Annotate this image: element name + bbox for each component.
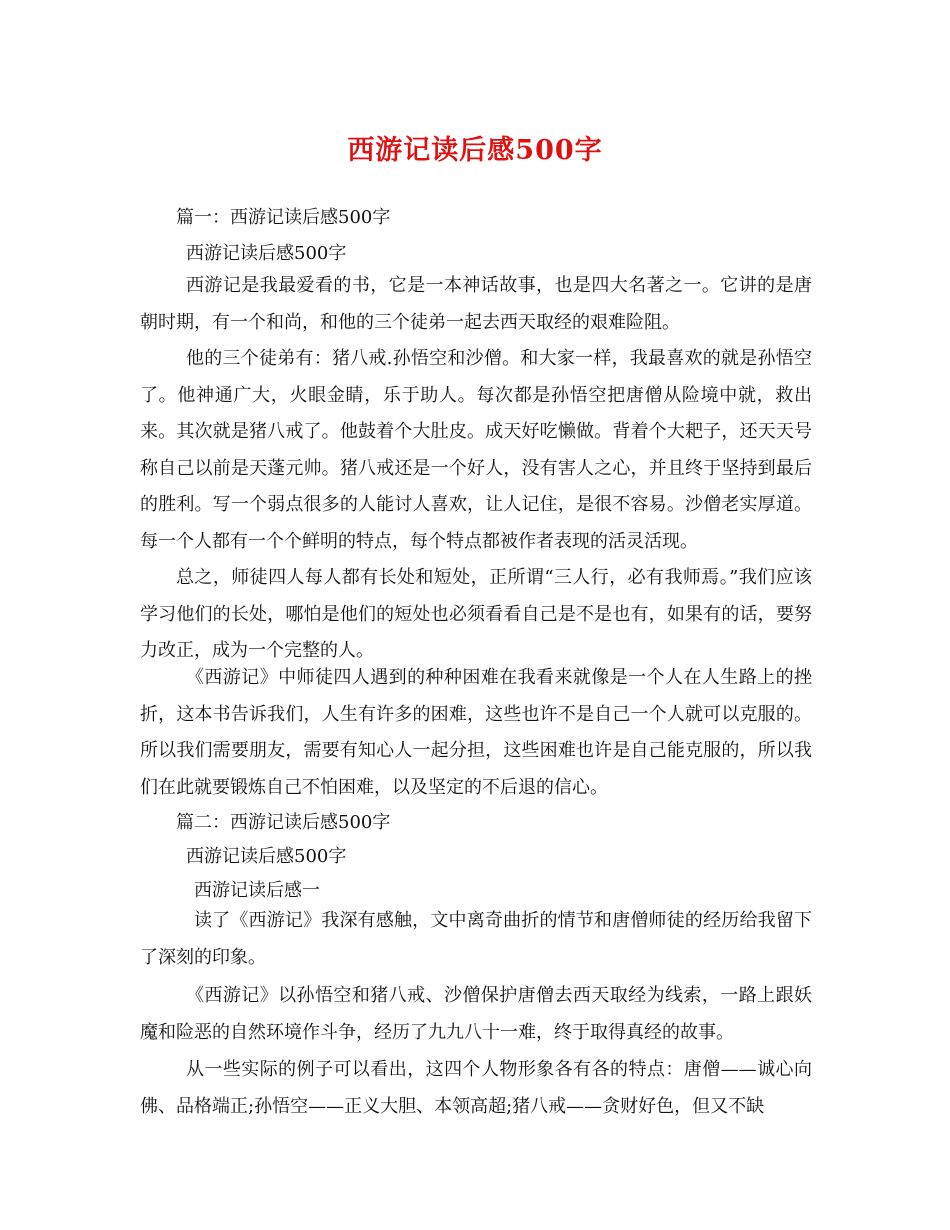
paragraph-5: 读了《西游记》我深有感触，文中离奇曲折的情节和唐僧师徒的经历给我留下了深刻的印象。 [140, 910, 812, 968]
paragraph-3: 总之，师徒四人每人都有长处和短处，正所谓“三人行，必有我师焉。”我们应该学习他们的长处，哪怕是他们的短处也必须看看自己是不是也有，如果有的话，要努力改正，成为一个完整的人。 [140, 567, 812, 661]
section-two-subheading-2: 西游记读后感一 [194, 880, 320, 901]
paragraph-4: 《西游记》中师徒四人遇到的种种困难在我看来就像是一个人在人生路上的挫折，这本书告诉我们，人生有许多的困难，这些也许不是自己一个人就可以克服的。所以我们需要朋友，需要有知心人一起分担，这些困难也许是自己能克服的，所以我们在此就要锻炼自己不怕困难，以及坚定的不后退的信心。 [140, 667, 812, 798]
paragraph-6: 《西游记》以孙悟空和猪八戒、沙僧保护唐僧去西天取经为线索，一路上跟妖魔和险恶的自然环境作斗争，经历了九九八十一难，终于取得真经的故事。 [140, 985, 812, 1043]
section-two-heading: 篇二：西游记读后感500字 [176, 812, 391, 833]
paragraph-2: 他的三个徒弟有：猪八戒.孙悟空和沙僧。和大家一样，我最喜欢的就是孙悟空了。他神通广大，火眼金睛，乐于助人。每次都是孙悟空把唐僧从险境中就，救出来。其次就是猪八戒了。他鼓着个大肚皮。成天好吃懒做。背着个大耙子，还天天号称自己以前是天蓬元帅。猪八戒还是一个好人，没有害人之心，并且终于坚持到最后的胜利。写一个弱点很多的人能讨人喜欢，让人记住，是很不容易。沙僧老实厚道。每一个人都有一个个鲜明的特点，每个特点都被作者表现的活灵活现。 [140, 348, 812, 552]
section-one-heading: 篇一：西游记读后感500字 [176, 207, 391, 228]
paragraph-7: 从一些实际的例子可以看出，这四个人物形象各有各的特点：唐僧——诚心向佛、品格端正;孙悟空——正义大胆、本领高超;猪八戒——贪财好色，但又不缺 [140, 1059, 812, 1117]
section-two-subheading: 西游记读后感500字 [186, 846, 347, 867]
document-title: 西游记读后感500字 [347, 135, 603, 166]
paragraph-1: 西游记是我最爱看的书，它是一本神话故事，也是四大名著之一。它讲的是唐朝时期，有一个和尚，和他的三个徒弟一起去西天取经的艰难险阻。 [140, 275, 812, 333]
section-one-subheading: 西游记读后感500字 [186, 243, 347, 264]
